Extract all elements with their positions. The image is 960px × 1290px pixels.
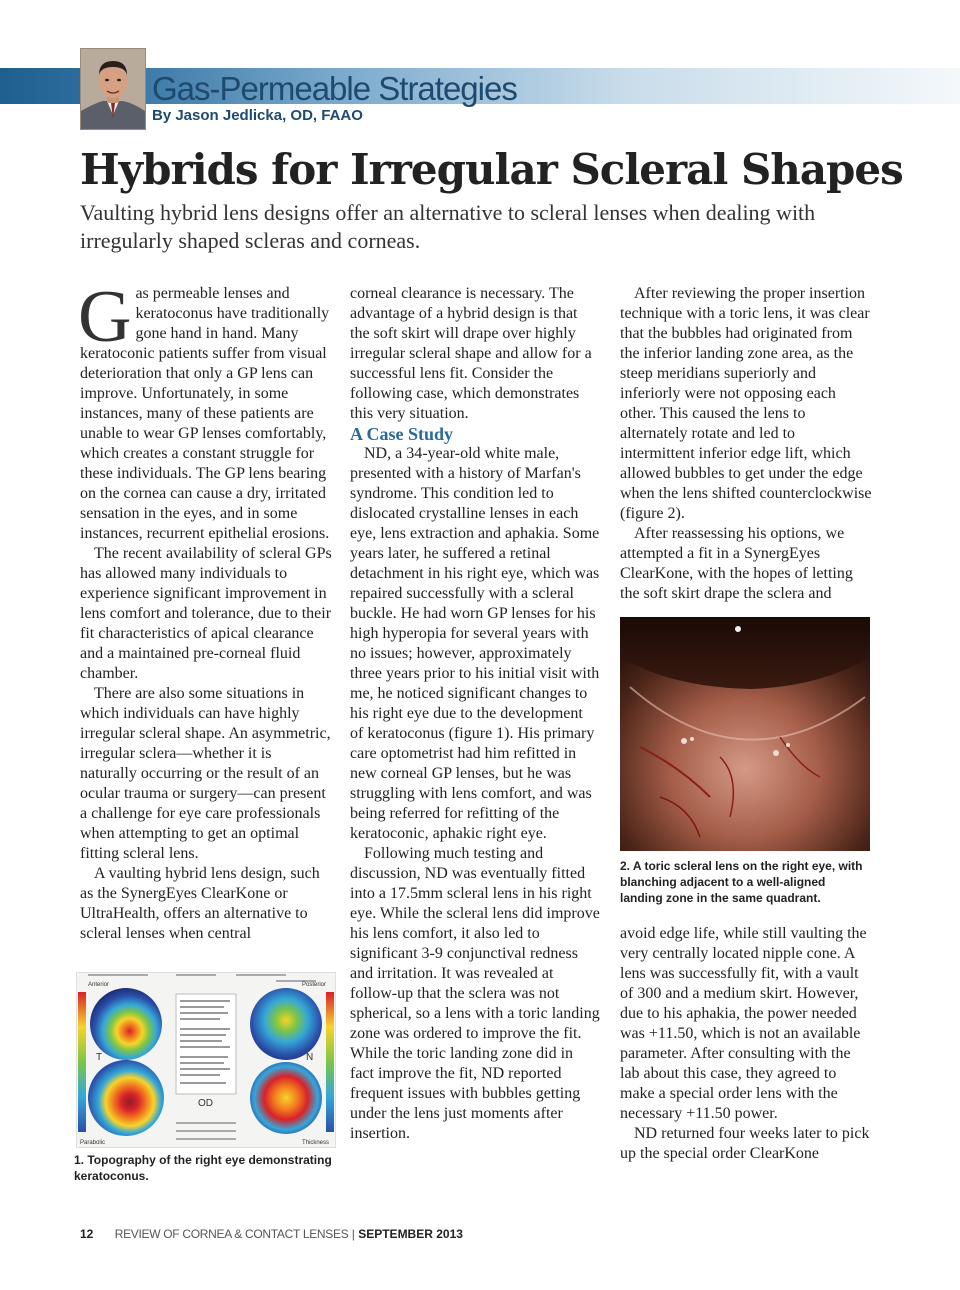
issue-date: SEPTEMBER 2013 <box>358 1227 463 1241</box>
paragraph: Following much testing and discussion, ND was eventually fitted into a 17.5mm scleral lens in his right eye. While the scleral lens did improve his lens comfort, it also led to significant 3-9 conjunctival redness and irritation. It was revealed at follow-up that the sclera was not spherical, so a lens with a toric landing zone was ordered to improve the fit. While the toric landing zone did in fact improve the fit, ND reported frequent issues with bubbles getting under the lens just moments after insertion. <box>350 845 600 1142</box>
fig1-label-anterior: Anterior <box>88 982 110 988</box>
fig1-label-posterior: Posterior <box>302 982 327 988</box>
paragraph: ND returned four weeks later to pick up the special order ClearKone <box>620 1125 870 1162</box>
paragraph: A vaulting hybrid lens design, such as the SynergEyes ClearKone or UltraHealth, offers an alternative to scleral lenses when central <box>80 865 320 942</box>
article-deck: Vaulting hybrid lens designs offer an alternative to scleral lenses when dealing with irregularly shaped scleras and corneas. <box>80 200 816 253</box>
paragraph: There are also some situations in which individuals can have highly irregular scleral shape. An asymmetric, irregular sclera—whether it is naturally occurring or the result of an ocular trauma or surgery—can present a challenge for eye care professionals when attempting to get an optimal fitting scleral lens. <box>80 685 331 862</box>
column-2 <box>350 284 600 1144</box>
fig1-label-n: N <box>306 1052 314 1063</box>
drop-cap: G <box>78 276 132 358</box>
paragraph: Gas permeable lenses and keratoconus have traditionally gone hand in hand. Many keratoconic patients suffer from visual deterioration that only a GP lens can improve. Unfortunately, in some instances, many of these patients are unable to wear GP lenses comfortably, which creates a constant struggle for these individuals. The GP lens bearing on the cornea can cause a dry, irritated sensation in the eyes, and in some instances, recurrent epithelial erosions. <box>78 276 330 542</box>
paragraph: ND, a 34-year-old white male, presented with a history of Marfan's syndrome. This condition led to dislocated crystalline lenses in each eye, lens extraction and aphakia. Some years later, he suffered a retinal detachment in his right eye, which was repaired successfully with a scleral buckle. He had worn GP lenses for his high hyperopia for several years with no issues; however, approximately three years prior to his initial visit with me, he noticed significant changes to his right eye due to the development of keratoconus (figure 1). His primary care optometrist had him refitted in new corneal GP lenses, but he was struggling with lens comfort, and was being referred for refitting of the keratoconic, aphakic right eye. <box>350 445 600 842</box>
byline: By Jason Jedlicka, OD, FAAO <box>152 107 363 124</box>
page-footer <box>80 1227 463 1241</box>
paragraph: After reviewing the proper insertion technique with a toric lens, it was clear that the bubbles had originated from the inferior landing zone area, as the steep meridians superiorly and inferiorly were not opposing each other. This caused the lens to alternately rotate and led to intermittent inferior edge lift, which allowed bubbles to get under the edge when the lens shifted counterclockwise (figure 2). <box>620 285 872 522</box>
footer-separator: | <box>351 1227 355 1241</box>
section-heading: A Case Study <box>350 424 454 444</box>
figure-topography <box>76 972 336 1148</box>
fig1-label-od: OD <box>198 1098 213 1109</box>
figure-2-caption: 2. A toric scleral lens on the right eye, with blanching adjacent to a well-aligned landing zone in the same quadrant. <box>620 859 863 905</box>
fig1-label-t: T <box>96 1052 103 1063</box>
column-title: Gas-Permeable Strategies <box>152 70 517 107</box>
paragraph: corneal clearance is necessary. The advantage of a hybrid design is that the soft skirt will drape over highly irregular scleral shape and allow for a successful lens fit. Consider the following case, which demonstrates this very situation. <box>350 285 592 422</box>
figure-1-caption: 1. Topography of the right eye demonstrating keratoconus. <box>74 1153 332 1183</box>
page-number: 12 <box>80 1227 94 1241</box>
paragraph: After reassessing his options, we attempted a fit in a SynergEyes ClearKone, with the hopes of letting the soft skirt drape the sclera and <box>620 525 853 602</box>
author-photo <box>80 48 146 130</box>
column-1 <box>78 276 332 944</box>
paragraph: avoid edge life, while still vaulting the very centrally located nipple cone. A lens was successfully fit, with a vault of 300 and a medium skirt. However, due to his aphakia, the power needed was +11.50, which is not an available parameter. After consulting with the lab about this case, they agreed to make a special order lens with the necessary +11.50 power. <box>620 925 867 1122</box>
article-title: Hybrids for Irregular Scleral Shapes <box>80 145 903 194</box>
publication-name: REVIEW OF CORNEA & CONTACT LENSES <box>114 1227 349 1241</box>
figure-eye-photo <box>620 617 870 851</box>
column-3-continued <box>620 924 872 1164</box>
fig1-label-thickness: Thickness <box>302 1140 330 1146</box>
fig1-label-parabolic: Parabolic <box>80 1140 106 1146</box>
paragraph: The recent availability of scleral GPs has allowed many individuals to experience significant improvement in lens comfort and tolerance, due to their fit characteristics of apical clearance and a maintained pre-corneal fluid chamber. <box>80 545 332 682</box>
column-3 <box>620 284 872 604</box>
